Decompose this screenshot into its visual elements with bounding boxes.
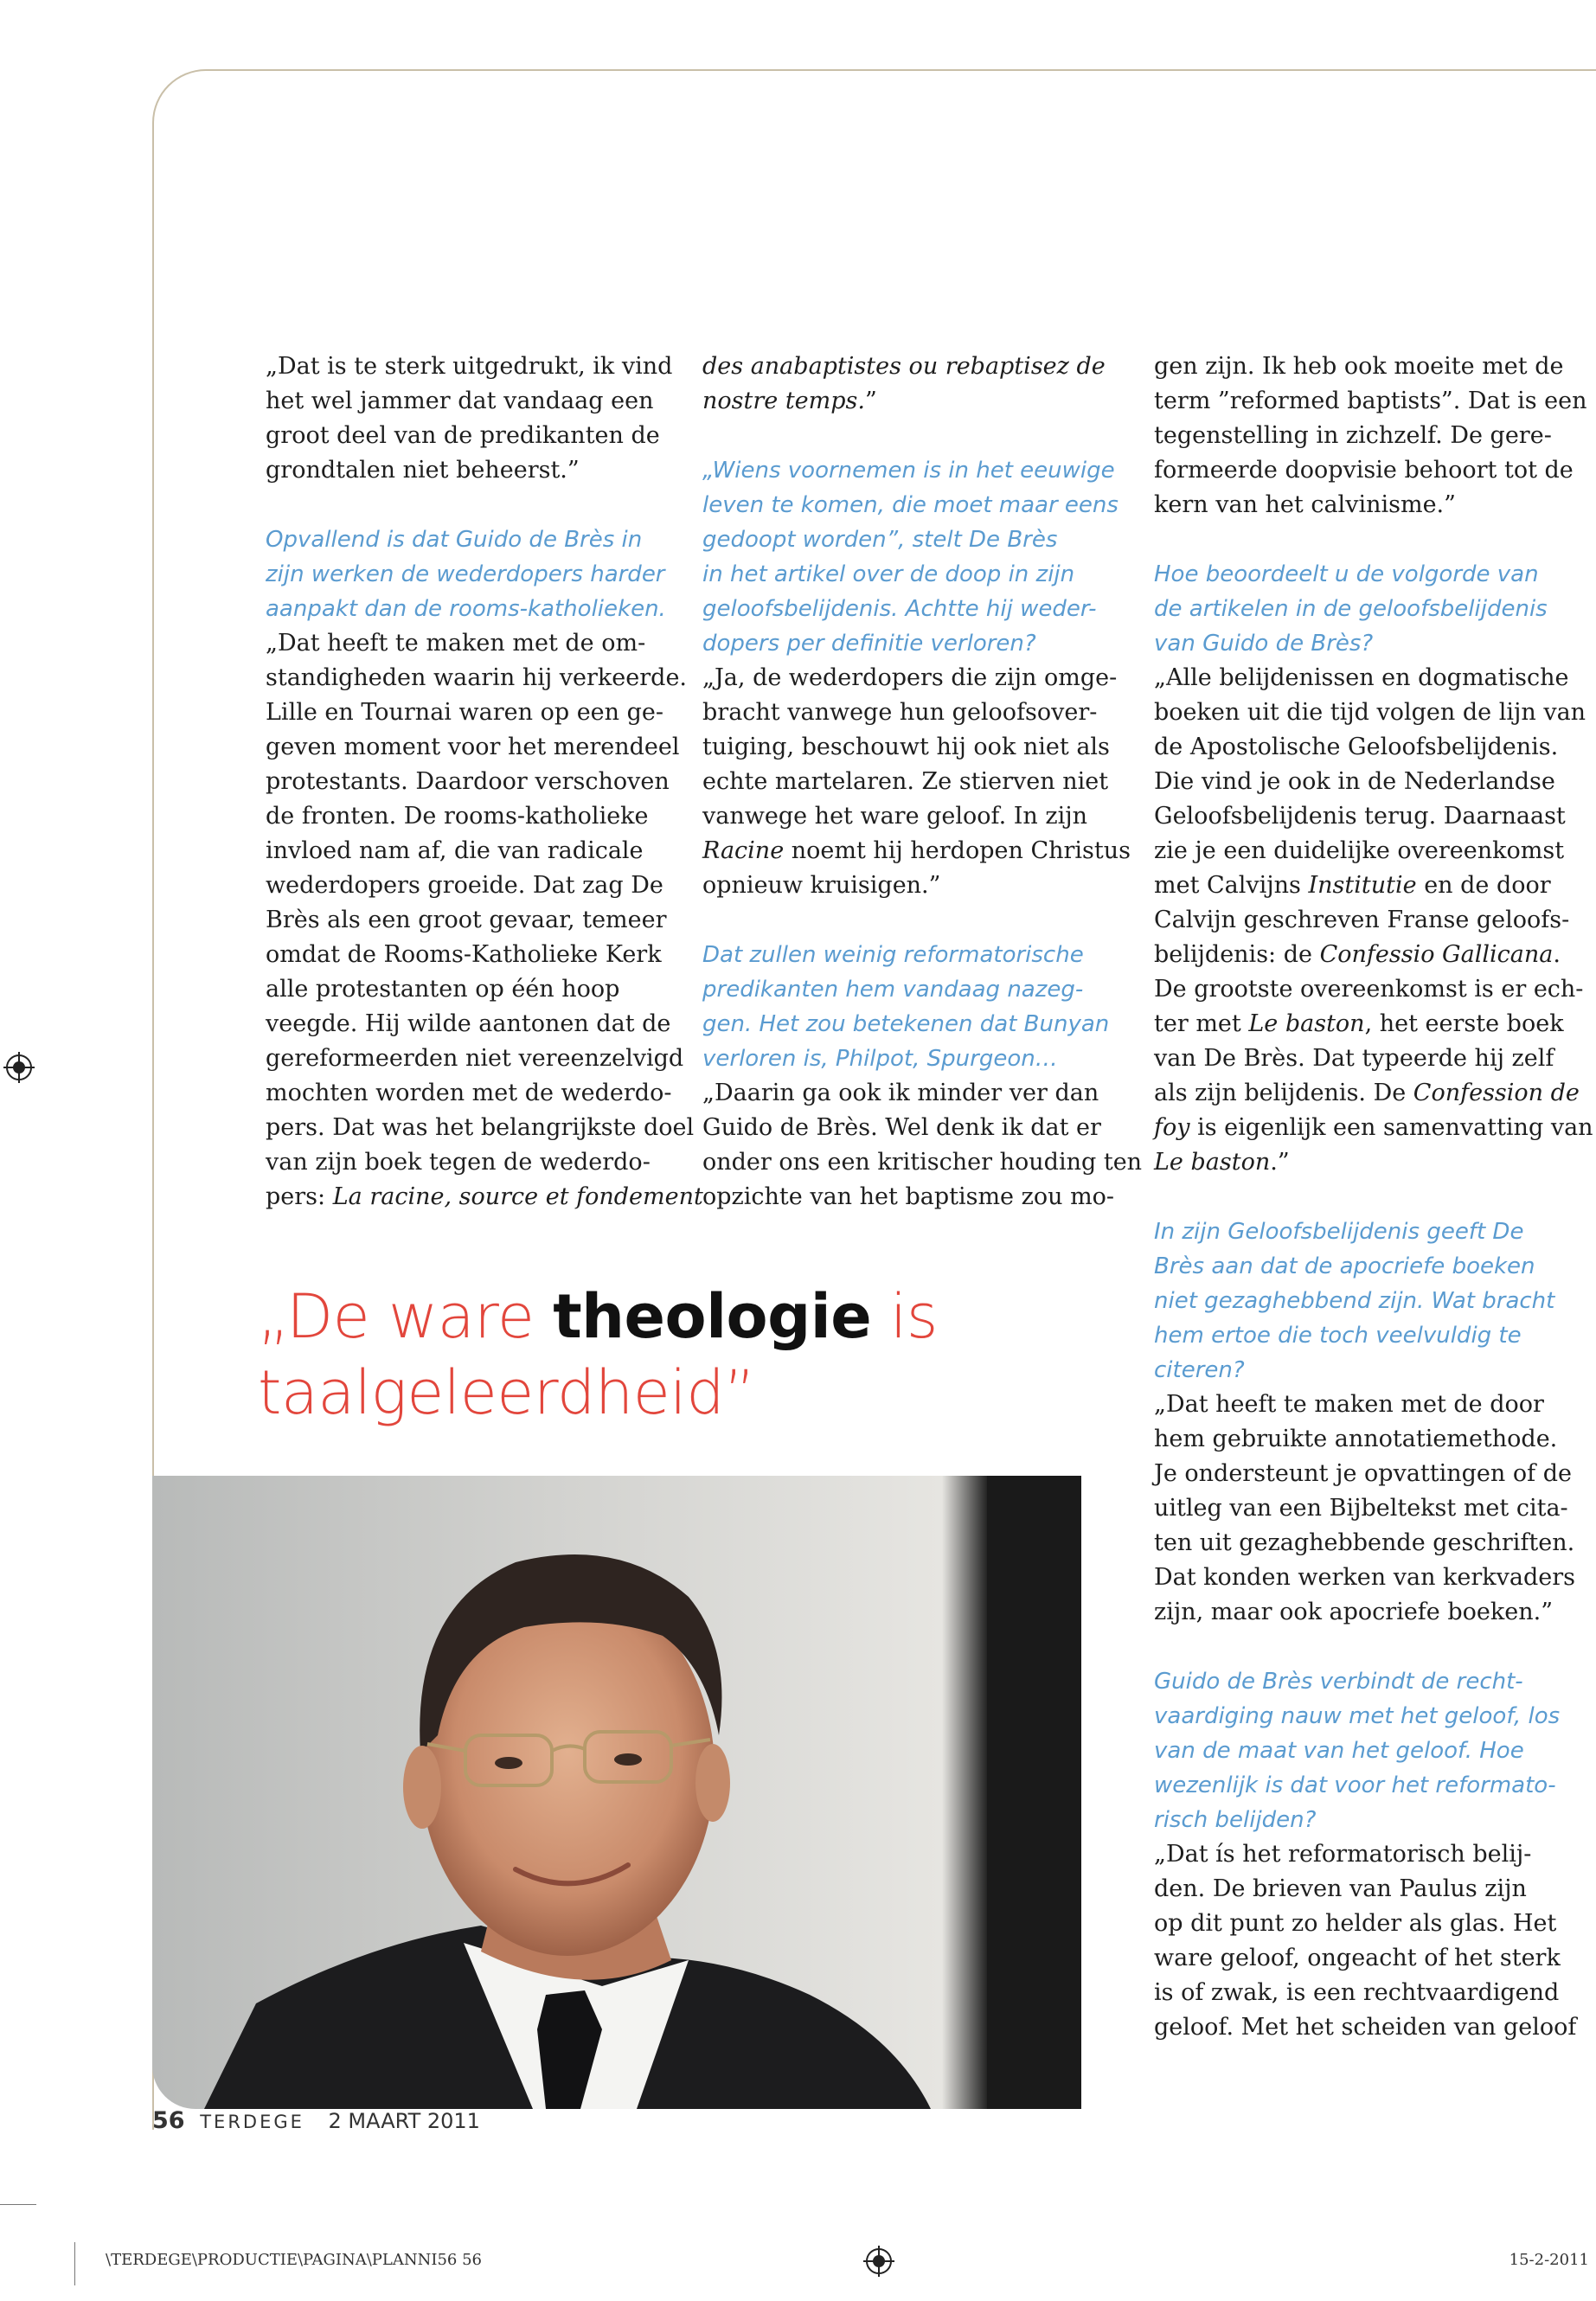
pull-quote-line-2: taalgeleerdheid” [258,1357,755,1428]
text-line: de fronten. De rooms-katholieke [266,803,649,830]
question-line: leven te komen, die moet maar eens [702,492,1118,518]
text-line [702,384,1126,419]
text-line: opnieuw kruisigen.” [702,872,941,899]
text-line: Die vind je ook in de Nederlandse [1154,768,1555,795]
text-span: en de door [1416,872,1551,899]
magazine-name: TERDEGE [200,2112,304,2132]
text-line: standigheden waarin hij verkeerde. [266,664,688,691]
text-line: op dit punt zo helder als glas. Het [1154,1910,1557,1937]
text-line [702,834,1131,868]
page-footer [152,2107,480,2134]
text-line: is of zwak, is een rechtvaardigend [1154,1979,1560,2006]
text-line: „Ja, de wederdopers die zijn omge- [702,664,1118,691]
question-line: geloofsbelijdenis. Achtte hij weder- [702,596,1097,622]
question-line: citeren? [1154,1357,1245,1383]
question-line: aanpakt dan de rooms-katholieken. [266,596,666,622]
book-title: nostre temps. [702,388,865,414]
question-line: Guido de Brès verbindt de recht- [1154,1669,1523,1695]
pull-quote-text: is [871,1281,938,1352]
book-title: Confessio Gallicana [1319,941,1554,968]
page-number: 56 [152,2107,185,2134]
book-title: Le baston [1154,1149,1271,1176]
text-line: onder ons een kritischer houding ten [702,1149,1143,1176]
text-span: .” [1270,1149,1290,1176]
book-title: foy [1154,1114,1190,1141]
text-line: Lille en Tournai waren op een ge- [266,699,664,726]
book-title: Le baston [1248,1010,1365,1037]
text-line: formeerde doopvisie behoort tot de [1154,457,1574,484]
book-title: Confession de [1413,1080,1580,1106]
text-line: gereformeerden niet vereenzelvigd [266,1045,684,1072]
pull-quote-emphasis: theologie [553,1281,872,1352]
text-line: bracht vanwege hun geloofsover- [702,699,1098,726]
text-line: kern van het calvinisme.” [1154,491,1456,518]
crop-mark [74,2242,75,2285]
article-column-2 [702,349,1143,1215]
question-line: niet gezaghebbend zijn. Wat bracht [1154,1288,1555,1314]
text-line [1154,868,1569,903]
text-line: van zijn boek tegen de wederdo- [266,1149,651,1176]
text-line: het wel jammer dat vandaag een [266,388,654,414]
text-line: „Dat heeft te maken met de om- [266,630,646,657]
text-line: vanwege het ware geloof. In zijn [702,803,1088,830]
pull-quote [258,1279,1036,1431]
text-line: zie je een duidelijke overeenkomst [1154,837,1565,864]
text-line: gen zijn. Ik heb ook moeite met de [1154,353,1564,380]
book-title: Racine [702,837,785,864]
text-line: de Apostolische Geloofsbelijdenis. [1154,734,1559,760]
text-line: alle protestanten op één hoop [266,976,620,1003]
text-line: veegde. Hij wilde aantonen dat de [266,1010,671,1037]
text-span: , het eerste boek [1364,1010,1564,1037]
question-line: verloren is, Philpot, Spurgeon… [702,1046,1058,1072]
book-title: La racine, source et fondement [332,1183,703,1210]
text-line: ten uit gezaghebbende geschriften. [1154,1529,1575,1556]
question-line: zijn werken de wederdopers harder [266,561,665,587]
text-line: „Alle belijdenissen en dogmatische [1154,664,1569,691]
text-line: des anabaptistes ou rebaptisez de [702,353,1106,380]
crop-mark [0,2204,36,2205]
text-span: pers: [266,1183,333,1210]
issue-date: 2 MAART 2011 [328,2109,480,2133]
book-title: Institutie [1308,872,1417,899]
text-span: als zijn belijdenis. De [1154,1080,1413,1106]
text-line: pers. Dat was het belangrijkste doel [266,1114,695,1141]
print-slug-path: \TERDEGE\PRODUCTIE\PAGINA\PLANNI56 56 [106,2251,482,2269]
text-line [1154,1111,1593,1145]
text-line [1154,1076,1580,1111]
question-line: dopers per definitie verloren? [702,631,1036,657]
article-column-3 [1154,349,1593,2045]
pull-quote-line-1 [258,1279,1036,1355]
text-span: belijdenis: de [1154,941,1320,968]
question-line: Brès aan dat de apocriefe boeken [1154,1253,1535,1279]
text-line: van De Brès. Dat typeerde hij zelf [1154,1045,1554,1072]
article-column-1 [266,349,703,1215]
text-line: Brès als een groot gevaar, temeer [266,907,667,933]
text-line: protestants. Daardoor verschoven [266,768,670,795]
text-line: De grootste overeenkomst is er ech- [1154,976,1584,1003]
text-line: groot deel van de predikanten de [266,422,660,449]
text-line [1154,1145,1569,1180]
text-line: boeken uit die tijd volgen de lijn van [1154,699,1586,726]
text-span: met Calvijns [1154,872,1309,899]
question-line: wezenlijk is dat voor het reformato- [1154,1772,1556,1798]
text-line: echte martelaren. Ze stierven niet [702,768,1109,795]
question-line: van Guido de Brès? [1154,631,1374,657]
text-line: „Dat ís het reformatorisch belij- [1154,1841,1532,1868]
text-span: is eigenlijk een samenvatting van [1189,1114,1593,1141]
text-line: zijn, maar ook apocriefe boeken.” [1154,1599,1553,1625]
text-line: hem gebruikte annotatiemethode. [1154,1426,1558,1452]
text-line: term ”reformed baptists”. Dat is een [1154,388,1587,414]
question-line: in het artikel over de doop in zijn [702,561,1075,587]
text-span: . [1553,941,1561,968]
text-line: Calvijn geschreven Franse geloofs- [1154,907,1570,933]
text-line: „Daarin ga ook ik minder ver dan [702,1080,1099,1106]
text-line: „Dat is te sterk uitgedrukt, ik vind [266,353,673,380]
text-line: geven moment voor het merendeel [266,734,680,760]
text-span: ” [864,388,877,414]
text-line: omdat de Rooms-Katholieke Kerk [266,941,662,968]
question-line: de artikelen in de geloofsbelijdenis [1154,596,1548,622]
portrait-illustration [152,1476,1081,2109]
text-line: tuiging, beschouwt hij ook niet als [702,734,1110,760]
text-line: „Dat heeft te maken met de door [1154,1391,1544,1418]
text-line: opzichte van het baptisme zou mo- [702,1183,1115,1210]
question-line: vaardiging nauw met het geloof, los [1154,1703,1561,1729]
text-line: den. De brieven van Paulus zijn [1154,1875,1527,1902]
text-line: invloed nam af, die van radicale [266,837,644,864]
text-line: grondtalen niet beheerst.” [266,457,580,484]
text-line: ware geloof, ongeacht of het sterk [1154,1945,1561,1971]
text-line: geloof. Met het scheiden van geloof [1154,2014,1577,2041]
text-line [1154,938,1569,972]
question-line: Dat zullen weinig reformatorische [702,942,1084,968]
question-line: gedoopt worden”, stelt De Brès [702,527,1058,553]
text-line: mochten worden met de wederdo- [266,1080,672,1106]
text-line: Je ondersteunt je opvattingen of de [1154,1460,1572,1487]
question-line: „Wiens voornemen is in het eeuwige [702,458,1115,484]
text-line: uitleg van een Bijbeltekst met cita- [1154,1495,1568,1522]
question-line: In zijn Geloofsbelijdenis geeft De [1154,1219,1524,1245]
text-span: noemt hij herdopen Christus [784,837,1131,864]
question-line: Opvallend is dat Guido de Brès in [266,527,643,553]
question-line: predikanten hem vandaag nazeg- [702,977,1084,1003]
text-span: ter met [1154,1010,1249,1037]
registration-mark-icon [3,1052,35,1083]
text-line: Geloofsbelijdenis terug. Daarnaast [1154,803,1566,830]
registration-mark-icon [863,2246,894,2277]
text-line: Guido de Brès. Wel denk ik dat er [702,1114,1101,1141]
text-line: tegenstelling in zichzelf. De gere- [1154,422,1552,449]
question-line: risch belijden? [1154,1807,1317,1833]
text-line: Dat konden werken van kerkvaders [1154,1564,1576,1591]
portrait-photo [152,1476,1081,2109]
pull-quote-text: „De ware [258,1281,554,1352]
question-line: Hoe beoordeelt u de volgorde van [1154,561,1539,587]
question-line: gen. Het zou betekenen dat Bunyan [702,1011,1110,1037]
question-line: van de maat van het geloof. Hoe [1154,1738,1524,1764]
text-line [266,1180,703,1215]
print-slug-date: 15-2-2011 [1509,2251,1589,2269]
text-line [1154,1007,1569,1042]
question-line: hem ertoe die toch veelvuldig te [1154,1323,1522,1349]
text-line: wederdopers groeide. Dat zag De [266,872,663,899]
